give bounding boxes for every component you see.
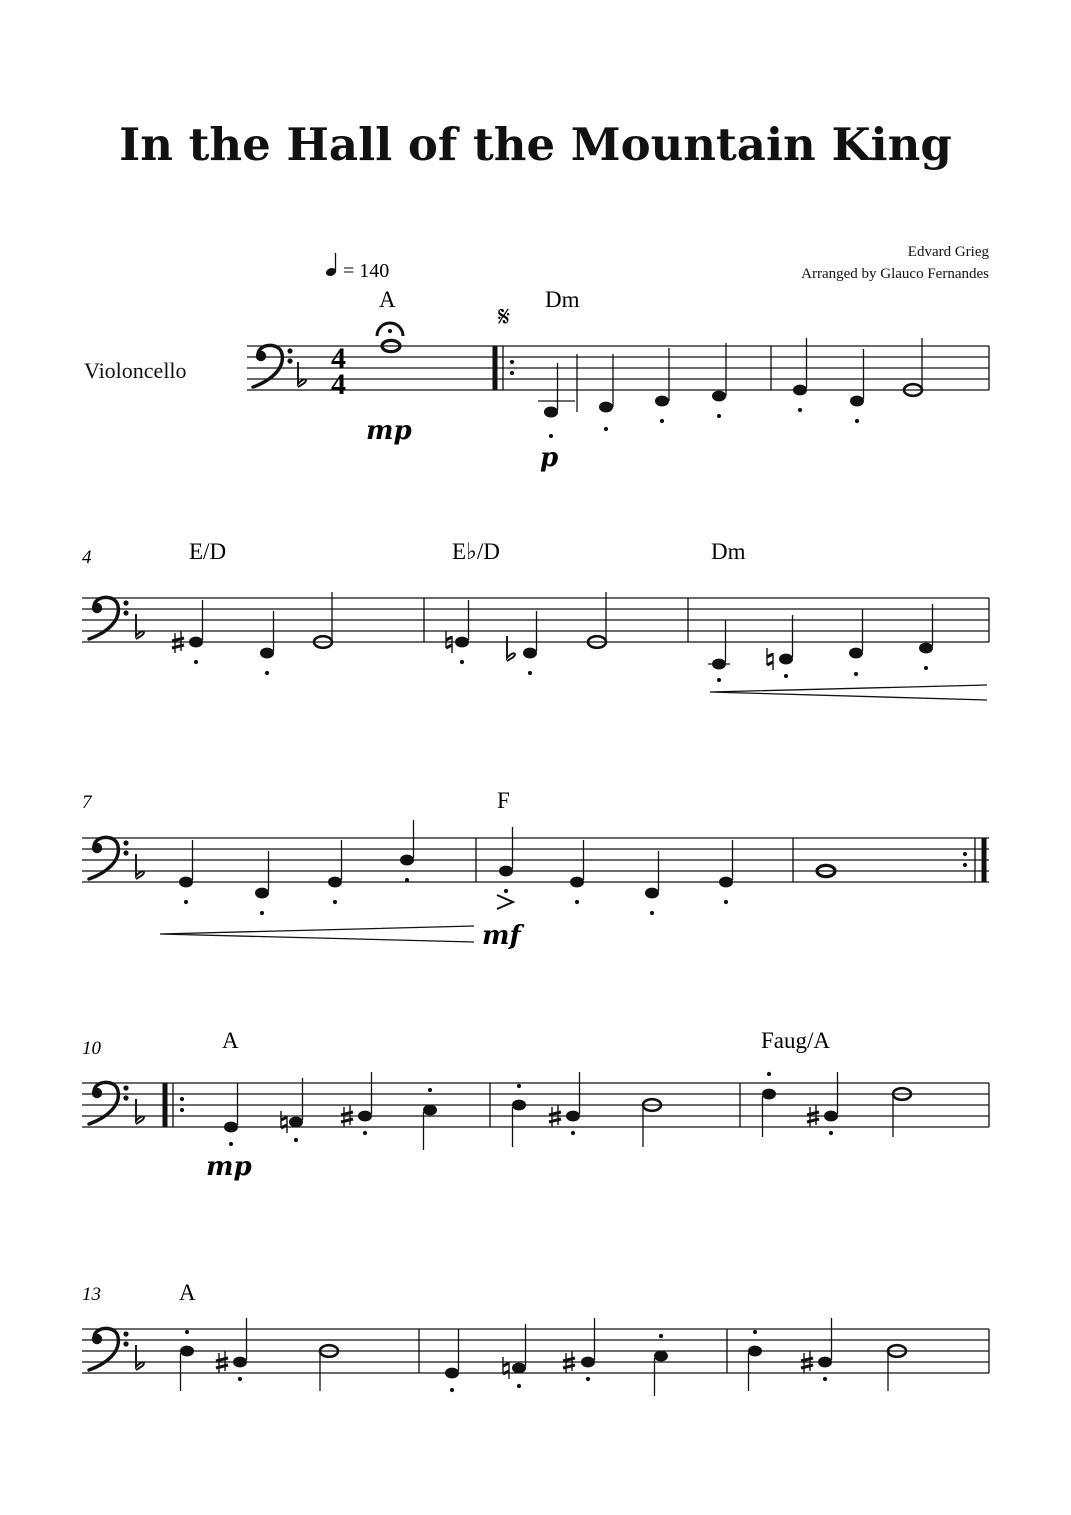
measure-number: 10 xyxy=(82,1038,101,1059)
note xyxy=(793,385,807,396)
note xyxy=(655,396,669,407)
note xyxy=(512,1100,526,1111)
chord-symbol: E♭/D xyxy=(452,539,500,564)
system-2 xyxy=(82,539,989,700)
score-title: In the Hall of the Mountain King xyxy=(119,118,952,171)
note xyxy=(581,1357,595,1368)
chord-symbol: A xyxy=(379,287,396,312)
chord-symbol: Faug/A xyxy=(761,1028,830,1053)
note xyxy=(260,648,274,659)
note xyxy=(512,1363,526,1374)
note xyxy=(179,877,193,888)
note xyxy=(779,654,793,665)
note xyxy=(328,877,342,888)
note xyxy=(455,637,469,648)
key-flat-icon xyxy=(136,1099,144,1124)
system-3 xyxy=(82,788,989,951)
note xyxy=(445,1368,459,1379)
note xyxy=(233,1357,247,1368)
crescendo-hairpin xyxy=(710,685,987,700)
key-flat-icon xyxy=(136,854,144,879)
accent-mark xyxy=(497,895,513,909)
note xyxy=(255,888,269,899)
composer-credit: Edvard Grieg xyxy=(907,244,989,260)
note xyxy=(654,1351,668,1362)
measure-number: 13 xyxy=(82,1284,101,1305)
note xyxy=(849,648,863,659)
system-4 xyxy=(82,1028,989,1182)
bass-clef-icon xyxy=(89,837,129,879)
note xyxy=(762,1089,776,1100)
chord-symbol: Dm xyxy=(711,539,746,564)
note xyxy=(189,637,203,648)
note xyxy=(599,402,613,413)
bass-clef-icon xyxy=(253,345,293,387)
measure-number: 4 xyxy=(82,547,92,568)
segno-icon: 𝄋 xyxy=(498,302,511,333)
measure-number: 7 xyxy=(82,792,92,813)
note xyxy=(180,1346,194,1357)
dynamic-mark: mp xyxy=(206,1152,252,1182)
system-1 xyxy=(247,253,989,473)
chord-symbol: Dm xyxy=(545,287,580,312)
crescendo-hairpin xyxy=(160,926,474,942)
key-flat-icon xyxy=(298,362,306,387)
note xyxy=(719,877,733,888)
dynamic-mark: mp xyxy=(366,416,412,446)
tempo-mark: = 140 xyxy=(343,260,390,282)
time-signature-bottom: 4 xyxy=(331,368,346,401)
note xyxy=(824,1111,838,1122)
note xyxy=(400,855,414,866)
note xyxy=(748,1346,762,1357)
system-5 xyxy=(82,1280,989,1396)
arranger-credit: Arranged by Glauco Fernandes xyxy=(801,266,989,282)
note xyxy=(850,396,864,407)
note xyxy=(570,877,584,888)
note xyxy=(499,866,513,877)
note xyxy=(523,648,537,659)
note xyxy=(358,1111,372,1122)
bass-clef-icon xyxy=(89,1082,129,1124)
note xyxy=(645,888,659,899)
note xyxy=(224,1122,238,1133)
key-flat-icon xyxy=(136,614,144,639)
note xyxy=(566,1111,580,1122)
chord-symbol: F xyxy=(497,788,510,813)
chord-symbol: E/D xyxy=(189,539,227,564)
note xyxy=(919,643,933,654)
instrument-name: Violoncello xyxy=(84,358,187,383)
dynamic-mark: p xyxy=(540,443,559,473)
note xyxy=(712,659,726,670)
bass-clef-icon xyxy=(89,597,129,639)
note xyxy=(818,1357,832,1368)
chord-symbol: A xyxy=(179,1280,196,1305)
note xyxy=(712,391,726,402)
chord-symbol: A xyxy=(222,1028,239,1053)
time-signature-top: 4 xyxy=(331,342,346,375)
note xyxy=(423,1105,437,1116)
bass-clef-icon xyxy=(89,1328,129,1370)
note xyxy=(289,1117,303,1128)
key-flat-icon xyxy=(136,1345,144,1370)
dynamic-mark: mf xyxy=(482,921,521,951)
